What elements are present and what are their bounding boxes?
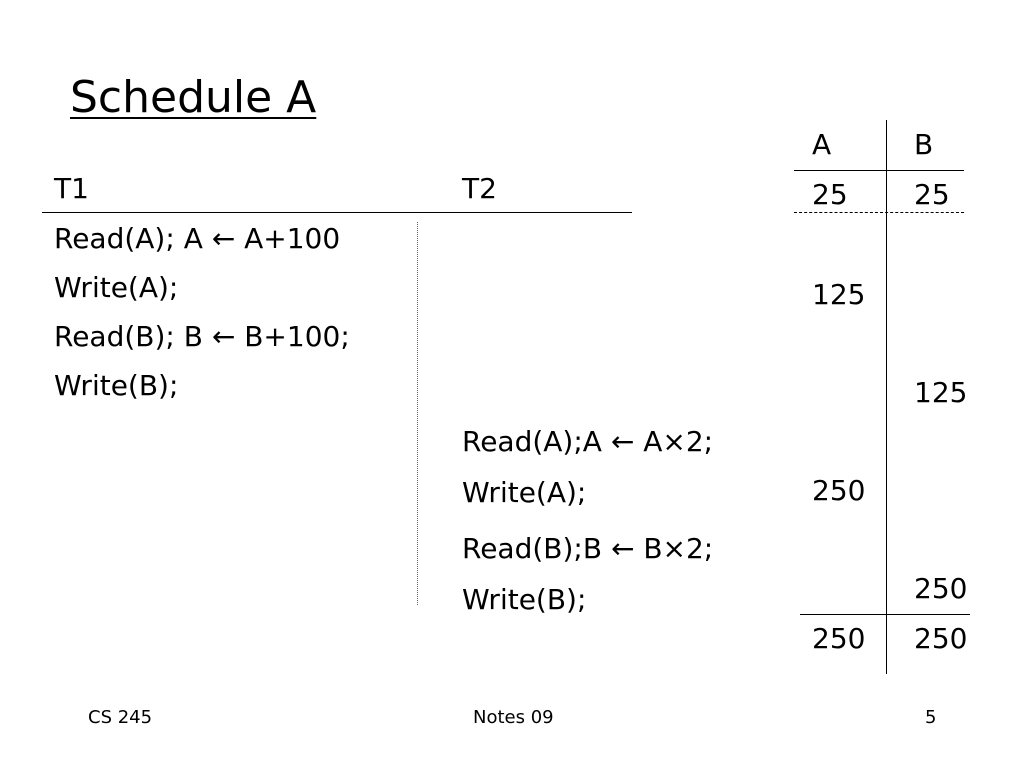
value-a-after-t1: 125 [812, 278, 866, 311]
value-header-a: A [812, 128, 832, 161]
value-b-initial: 25 [914, 178, 950, 211]
value-b-after-t1: 125 [914, 376, 968, 409]
t2-op-write-b: Write(B); [462, 583, 587, 616]
slide-title: Schedule A [70, 72, 317, 123]
value-a-final: 250 [812, 622, 866, 655]
t2-op-write-a: Write(A); [462, 476, 587, 509]
t2-op-read-b: Read(B);B ← B×2; [462, 532, 714, 565]
values-divider [886, 120, 887, 674]
value-a-after-t2: 250 [812, 474, 866, 507]
value-b-after-t2: 250 [914, 572, 968, 605]
values-header-rule [794, 170, 964, 171]
footer-course: CS 245 [88, 707, 153, 728]
footer-notes: Notes 09 [473, 707, 554, 728]
t2-header: T2 [462, 172, 497, 205]
value-header-b: B [914, 128, 934, 161]
initial-values-rule [794, 212, 964, 213]
column-separator [417, 222, 418, 605]
t1-op-read-b: Read(B); B ← B+100; [54, 320, 350, 353]
t2-op-read-a: Read(A);A ← A×2; [462, 425, 714, 458]
t1-op-write-a: Write(A); [54, 271, 179, 304]
footer-page-number: 5 [925, 707, 937, 728]
final-values-rule [800, 614, 970, 615]
header-rule [42, 212, 632, 213]
value-b-final: 250 [914, 622, 968, 655]
t1-header: T1 [54, 172, 89, 205]
t1-op-read-a: Read(A); A ← A+100 [54, 222, 341, 255]
t1-op-write-b: Write(B); [54, 369, 179, 402]
value-a-initial: 25 [812, 178, 848, 211]
